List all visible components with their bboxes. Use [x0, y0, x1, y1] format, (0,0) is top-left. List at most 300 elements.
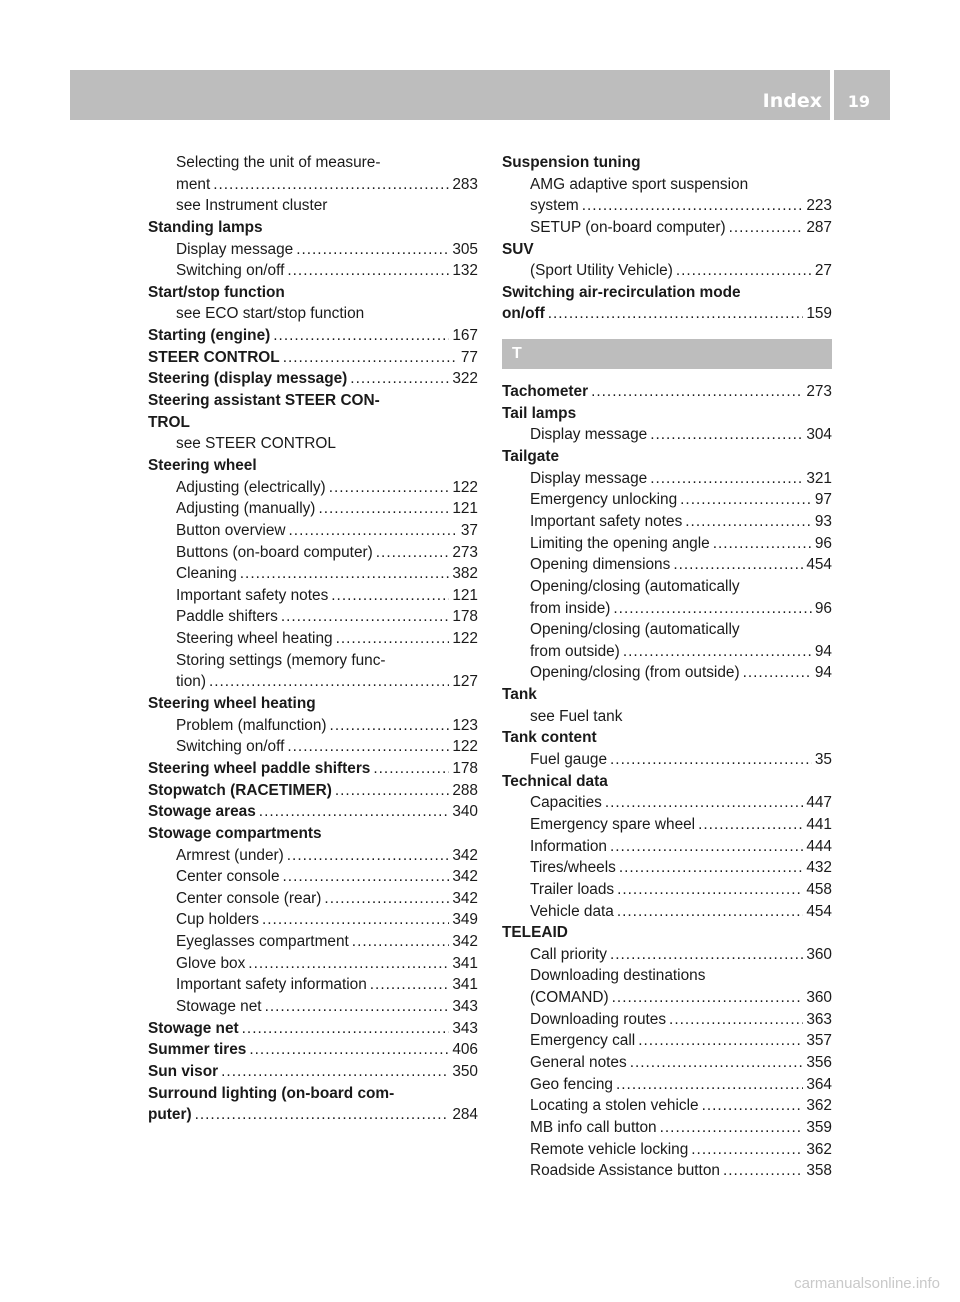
index-group-s-continued [502, 152, 832, 325]
dot-leader [195, 1104, 450, 1126]
entry-text: Selecting the unit of measure- [176, 154, 381, 171]
entry-text: Limiting the opening angle [530, 534, 710, 552]
index-subentry [502, 836, 832, 858]
index-subentry [148, 650, 478, 672]
page-reference: 358 [806, 1162, 832, 1180]
index-entry [502, 282, 832, 304]
entry-text: Tires/wheels [530, 859, 616, 877]
page-reference: 406 [452, 1041, 478, 1059]
entry-text: Remote vehicle locking [530, 1140, 689, 1158]
page-reference: 37 [460, 521, 478, 539]
entry-text: Steering wheel heating [176, 630, 333, 648]
dot-leader [281, 606, 450, 628]
entry-text: Roadside Assistance button [530, 1162, 720, 1180]
page-reference: 382 [452, 565, 478, 583]
index-subentry [502, 792, 832, 814]
page-reference: 96 [814, 599, 832, 617]
entry-text: Important safety notes [530, 512, 683, 530]
dot-leader [373, 758, 449, 780]
index-entry [148, 801, 478, 823]
index-subentry [148, 433, 478, 455]
index-entry [502, 922, 832, 944]
dot-leader [680, 489, 812, 511]
entry-text: Surround lighting (on-board com- [148, 1084, 395, 1102]
index-subentry [148, 909, 478, 931]
index-subentry [502, 662, 832, 684]
entry-text: TROL [148, 413, 190, 431]
index-subentry [502, 1074, 832, 1096]
index-subentry [148, 152, 478, 174]
index-column-right [502, 152, 832, 1182]
dot-leader [283, 347, 458, 369]
watermark: carmanualsonline.info [794, 1275, 940, 1292]
index-subentry [148, 174, 478, 196]
entry-text: Opening dimensions [530, 556, 671, 574]
entry-text: Switching on/off [176, 738, 285, 756]
dot-leader [619, 857, 803, 879]
index-subentry [502, 424, 832, 446]
entry-text: Eyeglasses compartment [176, 933, 349, 951]
index-entry [148, 1039, 478, 1061]
section-header-t: T [502, 339, 832, 369]
entry-text: see ECO start/stop function [176, 305, 365, 323]
page-reference: 283 [452, 175, 478, 193]
page-reference: 132 [452, 262, 478, 280]
dot-leader [240, 563, 450, 585]
page-reference: 454 [806, 902, 832, 920]
dot-leader [638, 1030, 803, 1052]
index-subentry [502, 641, 832, 663]
dot-leader [259, 801, 450, 823]
dot-leader [213, 174, 449, 196]
dot-leader [613, 598, 811, 620]
page-reference: 273 [806, 383, 832, 401]
index-subentry [148, 239, 478, 261]
entry-text: Tank [502, 686, 537, 704]
page-reference: 97 [814, 491, 832, 509]
index-subentry [148, 260, 478, 282]
entry-text: TELEAID [502, 924, 568, 942]
entry-text: Switching on/off [176, 262, 285, 280]
index-entry [148, 758, 478, 780]
index-subentry [502, 1139, 832, 1161]
entry-text: Adjusting (electrically) [176, 478, 326, 496]
page-reference: 441 [806, 815, 832, 833]
index-subentry [148, 303, 478, 325]
index-subentry [502, 1160, 832, 1182]
dot-leader [335, 780, 449, 802]
page-reference: 284 [452, 1106, 478, 1124]
page-reference: 288 [452, 781, 478, 799]
dot-leader [698, 814, 803, 836]
dot-leader [691, 1139, 803, 1161]
index-entry [502, 684, 832, 706]
dot-leader [650, 424, 803, 446]
dot-leader [548, 303, 804, 325]
page-reference: 94 [814, 642, 832, 660]
page-reference: 343 [452, 1019, 478, 1037]
index-entry [502, 381, 832, 403]
index-entry [148, 217, 478, 239]
page-reference: 362 [806, 1097, 832, 1115]
index-entry [148, 347, 478, 369]
index-entry [148, 412, 478, 434]
dot-leader [287, 845, 450, 867]
dot-leader [376, 542, 450, 564]
entry-text: Button overview [176, 521, 286, 539]
dot-leader [617, 879, 803, 901]
entry-text: Emergency spare wheel [530, 815, 696, 833]
page-reference: 342 [452, 868, 478, 886]
entry-text: Fuel gauge [530, 751, 608, 769]
page-reference: 360 [806, 989, 832, 1007]
dot-leader [673, 554, 803, 576]
index-subentry [148, 974, 478, 996]
index-column-left [148, 152, 478, 1126]
page-reference: 356 [806, 1053, 832, 1071]
index-subentry [502, 489, 832, 511]
page-reference: 321 [806, 469, 832, 487]
index-entry [502, 771, 832, 793]
entry-text: see STEER CONTROL [176, 435, 336, 453]
index-subentry [148, 563, 478, 585]
index-subentry [502, 944, 832, 966]
entry-text: SETUP (on-board computer) [530, 218, 726, 236]
index-entry [148, 780, 478, 802]
page-reference: 322 [452, 370, 478, 388]
page-reference: 273 [452, 543, 478, 561]
page-reference: 94 [814, 664, 832, 682]
page-reference: 223 [806, 197, 832, 215]
index-subentry [502, 706, 832, 728]
index-subentry [502, 987, 832, 1009]
entry-text: Summer tires [148, 1041, 247, 1059]
index-subentry [502, 1095, 832, 1117]
entry-text: Start/stop function [148, 283, 285, 301]
entry-text: Problem (malfunction) [176, 716, 327, 734]
index-group-t [502, 381, 832, 1182]
index-entry [148, 823, 478, 845]
entry-text: Emergency call [530, 1032, 636, 1050]
dot-leader [610, 749, 812, 771]
index-entry [148, 325, 478, 347]
dot-leader [262, 909, 449, 931]
page-reference: 122 [452, 630, 478, 648]
index-subentry [502, 554, 832, 576]
index-subentry [502, 511, 832, 533]
page-reference: 432 [806, 859, 832, 877]
entry-text: Stowage net [148, 1019, 239, 1037]
page-reference: 360 [806, 945, 832, 963]
dot-leader [617, 901, 803, 923]
entry-text: AMG adaptive sport suspension [530, 175, 749, 193]
page-reference: 93 [814, 512, 832, 530]
entry-text: Important safety notes [176, 586, 329, 604]
page-reference: 342 [452, 846, 478, 864]
dot-leader [331, 585, 449, 607]
index-subentry [148, 498, 478, 520]
entry-text: MB info call button [530, 1118, 657, 1136]
page-reference: 159 [806, 305, 832, 323]
page-reference: 340 [452, 803, 478, 821]
dot-leader [650, 468, 803, 490]
dot-leader [352, 931, 450, 953]
index-subentry [502, 598, 832, 620]
page-reference: 178 [452, 608, 478, 626]
dot-leader [685, 511, 812, 533]
page-reference: 444 [806, 837, 832, 855]
page-reference: 304 [806, 426, 832, 444]
page-reference: 341 [452, 954, 478, 972]
index-subentry [502, 260, 832, 282]
index-subentry [502, 1030, 832, 1052]
entry-text: Steering (display message) [148, 370, 348, 388]
entry-text: from inside) [530, 599, 611, 617]
index-entry [502, 403, 832, 425]
dot-leader [370, 974, 450, 996]
dot-leader [249, 1039, 449, 1061]
dot-leader [318, 498, 449, 520]
page-reference: 35 [814, 751, 832, 769]
entry-text: Stowage areas [148, 803, 256, 821]
index-subentry [148, 520, 478, 542]
page-reference: 364 [806, 1075, 832, 1093]
dot-leader [248, 953, 449, 975]
index-subentry [502, 619, 832, 641]
page-reference: 122 [452, 738, 478, 756]
index-subentry [502, 468, 832, 490]
index-entry [148, 693, 478, 715]
index-subentry [148, 606, 478, 628]
entry-text: (COMAND) [530, 989, 609, 1007]
page-reference: 357 [806, 1032, 832, 1050]
index-subentry [502, 217, 832, 239]
page-reference: 350 [452, 1062, 478, 1080]
dot-leader [289, 520, 458, 542]
index-subentry [502, 879, 832, 901]
entry-text: Technical data [502, 772, 608, 790]
entry-text: Emergency unlocking [530, 491, 678, 509]
dot-leader [350, 368, 449, 390]
index-entry [148, 455, 478, 477]
entry-text: Starting (engine) [148, 327, 271, 345]
entry-text: (Sport Utility Vehicle) [530, 262, 673, 280]
dot-leader [660, 1117, 804, 1139]
entry-text: General notes [530, 1053, 627, 1071]
dot-leader [723, 1160, 803, 1182]
entry-text: Glove box [176, 954, 246, 972]
index-subentry [148, 477, 478, 499]
index-subentry [502, 1052, 832, 1074]
index-entry [148, 1083, 478, 1105]
entry-text: Storing settings (memory func- [176, 651, 386, 669]
page-reference: 77 [460, 348, 478, 366]
entry-text: tion) [176, 673, 206, 691]
entry-text: Stowage net [176, 997, 262, 1015]
page-reference: 447 [806, 794, 832, 812]
entry-text: Opening/closing (from outside) [530, 664, 740, 682]
entry-text: Standing lamps [148, 218, 263, 236]
index-subentry [148, 585, 478, 607]
index-subentry [148, 996, 478, 1018]
index-subentry [502, 901, 832, 923]
dot-leader [616, 1074, 803, 1096]
index-subentry [502, 174, 832, 196]
header-divider [830, 70, 834, 120]
page-reference: 363 [806, 1010, 832, 1028]
index-entry [502, 239, 832, 261]
index-entry [502, 152, 832, 174]
dot-leader [713, 533, 812, 555]
entry-text: on/off [502, 305, 545, 323]
dot-leader [283, 866, 450, 888]
page-reference: 359 [806, 1118, 832, 1136]
index-subentry [148, 845, 478, 867]
page-reference: 127 [452, 673, 478, 691]
entry-text: Display message [176, 240, 294, 258]
page-reference: 458 [806, 880, 832, 898]
entry-text: SUV [502, 240, 534, 258]
index-subentry [148, 931, 478, 953]
index-subentry [502, 533, 832, 555]
page-reference: 121 [452, 586, 478, 604]
entry-text: Suspension tuning [502, 154, 641, 171]
entry-text: Steering wheel [148, 456, 257, 474]
page-reference: 287 [806, 218, 832, 236]
entry-text: Tailgate [502, 448, 560, 466]
index-entry [148, 368, 478, 390]
page-reference: 342 [452, 933, 478, 951]
page-reference: 121 [452, 500, 478, 518]
page-reference: 167 [452, 327, 478, 345]
entry-text: Display message [530, 469, 648, 487]
entry-text: ment [176, 175, 211, 193]
page-reference: 305 [452, 240, 478, 258]
entry-text: Downloading routes [530, 1010, 667, 1028]
dot-leader [273, 325, 449, 347]
entry-text: Important safety information [176, 976, 367, 994]
entry-text: system [530, 197, 579, 215]
page-reference: 341 [452, 976, 478, 994]
dot-leader [296, 239, 449, 261]
dot-leader [702, 1095, 804, 1117]
entry-text: from outside) [530, 642, 620, 660]
index-subentry [148, 715, 478, 737]
dot-leader [612, 987, 804, 1009]
entry-text: Steering wheel heating [148, 695, 316, 713]
dot-leader [582, 195, 804, 217]
index-subentry [148, 736, 478, 758]
page-reference: 123 [452, 716, 478, 734]
index-subentry [502, 1117, 832, 1139]
dot-leader [729, 217, 804, 239]
dot-leader [610, 836, 803, 858]
entry-text: Opening/closing (automatically [530, 621, 740, 639]
entry-text: see Fuel tank [530, 707, 623, 725]
entry-text: STEER CONTROL [148, 348, 280, 366]
entry-text: Display message [530, 426, 648, 444]
page-reference: 96 [814, 534, 832, 552]
index-subentry [502, 965, 832, 987]
dot-leader [329, 477, 450, 499]
entry-text: Paddle shifters [176, 608, 278, 626]
index-subentry [502, 749, 832, 771]
page-reference: 362 [806, 1140, 832, 1158]
entry-text: Call priority [530, 945, 607, 963]
dot-leader [610, 944, 803, 966]
page-reference: 343 [452, 997, 478, 1015]
entry-text: Center console (rear) [176, 889, 322, 907]
index-entry [148, 1104, 478, 1126]
page-title: Index [762, 90, 822, 112]
index-entry [502, 303, 832, 325]
entry-text: Buttons (on-board computer) [176, 543, 373, 561]
dot-leader [324, 888, 449, 910]
entry-text: Tank content [502, 729, 597, 747]
index-entry [148, 1061, 478, 1083]
entry-text: Sun visor [148, 1062, 219, 1080]
dot-leader [676, 260, 812, 282]
entry-text: Geo fencing [530, 1075, 613, 1093]
dot-leader [605, 792, 803, 814]
index-entry [502, 446, 832, 468]
index-subentry [502, 1009, 832, 1031]
index-subentry [502, 857, 832, 879]
entry-text: see Instrument cluster [176, 197, 328, 215]
dot-leader [669, 1009, 803, 1031]
index-entry [148, 390, 478, 412]
entry-text: Stowage compartments [148, 824, 322, 842]
entry-text: Vehicle data [530, 902, 614, 920]
index-subentry [148, 195, 478, 217]
dot-leader [623, 641, 812, 663]
index-subentry [502, 576, 832, 598]
page-reference: 349 [452, 911, 478, 929]
index-subentry [148, 628, 478, 650]
index-subentry [502, 195, 832, 217]
index-entry [502, 727, 832, 749]
entry-text: Cleaning [176, 565, 237, 583]
index-subentry [148, 953, 478, 975]
entry-text: Tail lamps [502, 404, 577, 422]
page-reference: 342 [452, 889, 478, 907]
page-reference: 122 [452, 478, 478, 496]
page-reference: 178 [452, 759, 478, 777]
dot-leader [209, 671, 449, 693]
dot-leader [287, 260, 449, 282]
index-subentry [148, 866, 478, 888]
dot-leader [591, 381, 803, 403]
index-subentry [148, 888, 478, 910]
entry-text: Information [530, 837, 607, 855]
entry-text: Steering wheel paddle shifters [148, 759, 371, 777]
dot-leader [242, 1018, 450, 1040]
index-entry [148, 282, 478, 304]
entry-text: Switching air-recirculation mode [502, 283, 741, 301]
dot-leader [630, 1052, 804, 1074]
entry-text: Trailer loads [530, 880, 615, 898]
page-number: 19 [847, 92, 870, 111]
entry-text: puter) [148, 1106, 192, 1124]
entry-text: Cup holders [176, 911, 259, 929]
entry-text: Opening/closing (automatically [530, 577, 740, 595]
page-reference: 454 [806, 556, 832, 574]
dot-leader [287, 736, 449, 758]
entry-text: Center console [176, 868, 280, 886]
entry-text: Steering assistant STEER CON- [148, 392, 380, 410]
entry-text: Adjusting (manually) [176, 500, 316, 518]
index-entry [148, 1018, 478, 1040]
